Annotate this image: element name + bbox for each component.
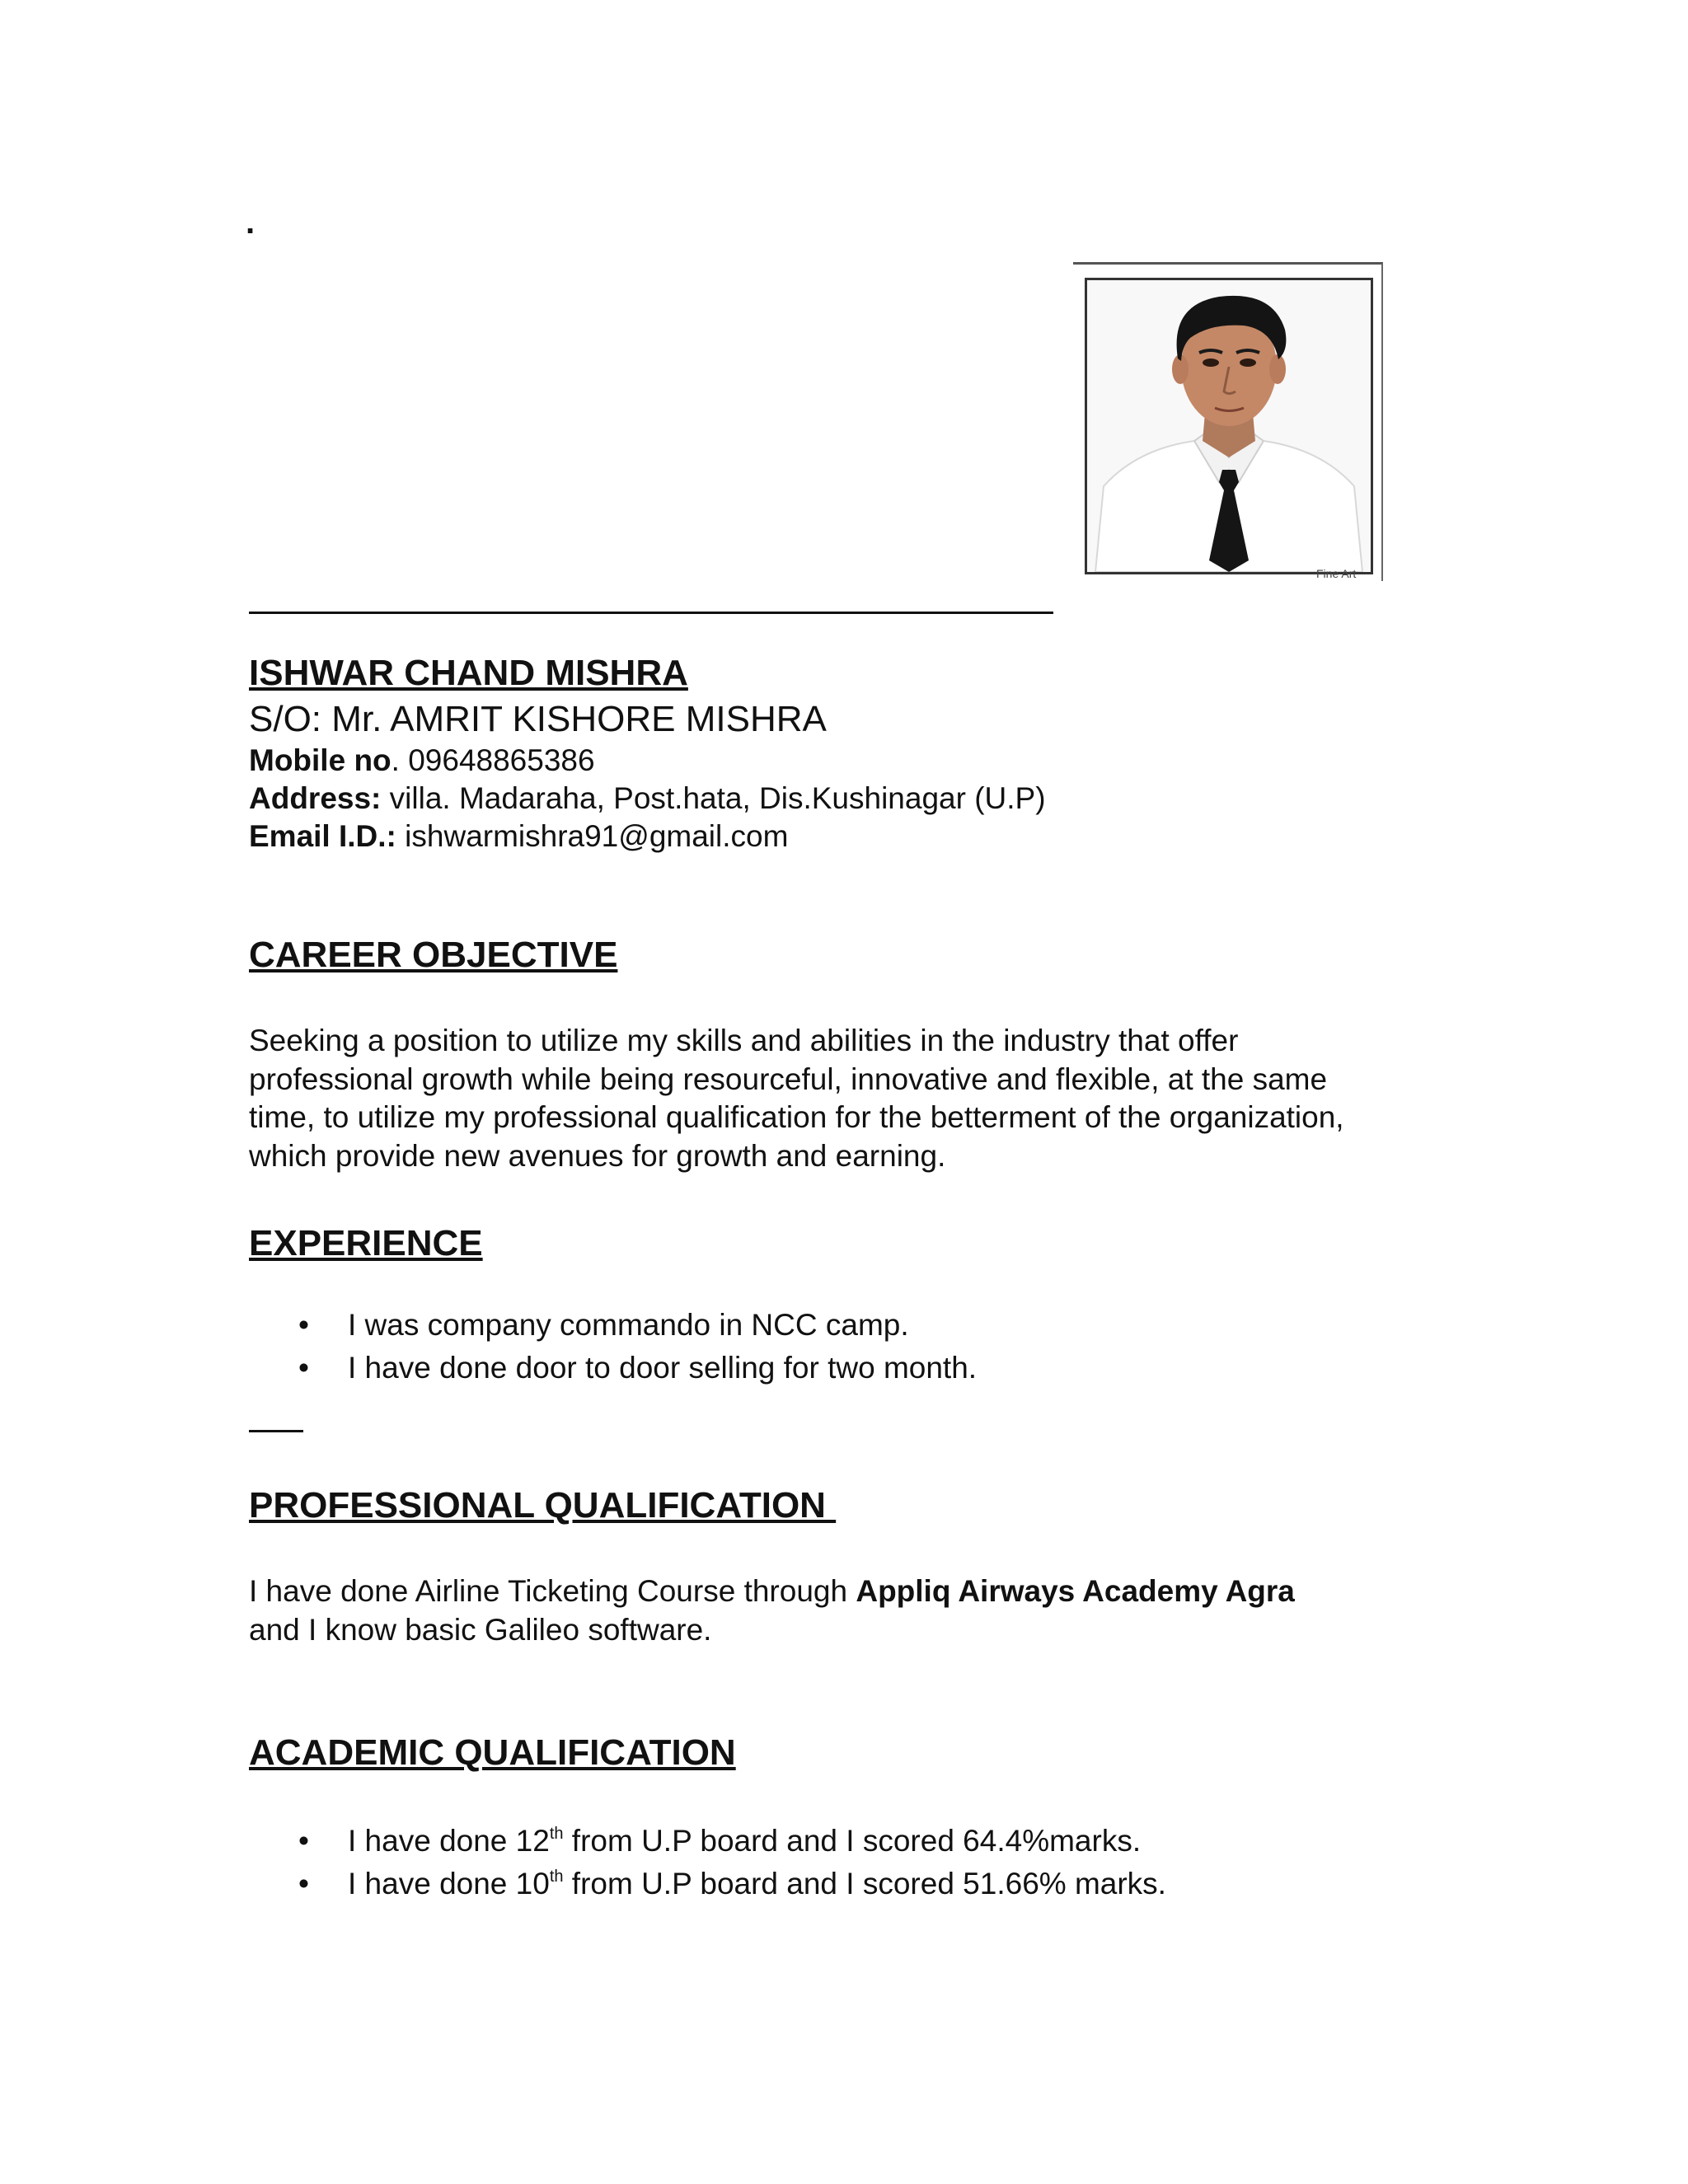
academic-item-text: from U.P board and I scored 51.66% marks.: [563, 1867, 1166, 1900]
professional-text-before: I have done Airline Ticketing Course through: [249, 1574, 856, 1608]
father-name: S/O: Mr. AMRIT KISHORE MISHRA: [249, 699, 827, 739]
career-line: professional growth while being resourceful, innovative and flexible, at the same: [249, 1062, 1328, 1096]
bullet-icon: •: [298, 1351, 309, 1385]
ordinal-suffix: th: [549, 1824, 564, 1843]
profile-photo: [1085, 278, 1373, 574]
professional-line: [249, 1572, 1469, 1611]
list-item: [249, 1304, 977, 1347]
professional-qualification-heading: PROFESSIONAL QUALIFICATION: [249, 1485, 837, 1526]
career-line: Seeking a position to utilize my skills and abilities in the industry that offer: [249, 1024, 1239, 1057]
header-divider: [249, 612, 1053, 614]
photo-studio-caption: Fine Art: [1316, 567, 1357, 580]
experience-heading: EXPERIENCE: [249, 1223, 483, 1263]
list-item: [249, 1863, 1166, 1905]
email-line: [249, 818, 788, 855]
career-objective-text: [249, 1022, 1469, 1175]
list-item: [249, 1820, 1166, 1863]
career-line: which provide new avenues for growth and earning.: [249, 1138, 946, 1173]
experience-list: [249, 1304, 977, 1390]
academic-list: [249, 1820, 1166, 1905]
list-item: [249, 1347, 977, 1390]
experience-item-text: I have done door to door selling for two month.: [348, 1351, 978, 1385]
address-line: [249, 780, 1046, 818]
bullet-icon: •: [298, 1308, 309, 1342]
mobile-value: . 09648865386: [391, 743, 595, 777]
professional-line: and I know basic Galileo software.: [249, 1612, 712, 1647]
academic-qualification-heading: ACADEMIC QUALIFICATION: [249, 1732, 736, 1773]
address-value: villa. Madaraha, Post.hata, Dis.Kushinagar (U.P): [381, 781, 1046, 815]
bullet-icon: •: [298, 1824, 309, 1858]
section-divider: [249, 1430, 303, 1432]
leading-dot: .: [246, 204, 256, 241]
experience-item-text: I was company commando in NCC camp.: [348, 1308, 909, 1342]
person-portrait-image: [1087, 280, 1371, 572]
email-value: ishwarmishra91@gmail.com: [396, 819, 789, 853]
bullet-icon: •: [298, 1867, 309, 1900]
ordinal-suffix: th: [549, 1867, 564, 1886]
career-line: time, to utilize my professional qualification for the betterment of the organization,: [249, 1100, 1344, 1134]
candidate-name: ISHWAR CHAND MISHRA: [249, 653, 688, 693]
academic-item-text: I have done 12: [348, 1824, 550, 1858]
career-objective-heading: CAREER OBJECTIVE: [249, 935, 618, 975]
academic-item-text: from U.P board and I scored 64.4%marks.: [563, 1824, 1142, 1858]
academic-item-text: I have done 10: [348, 1867, 550, 1900]
email-label: Email I.D.:: [249, 819, 396, 853]
mobile-line: [249, 742, 595, 780]
address-label: Address:: [249, 781, 382, 815]
professional-qualification-text: [249, 1572, 1469, 1649]
academy-name: Appliq Airways Academy Agra: [856, 1574, 1295, 1608]
mobile-label: Mobile no: [249, 743, 392, 777]
